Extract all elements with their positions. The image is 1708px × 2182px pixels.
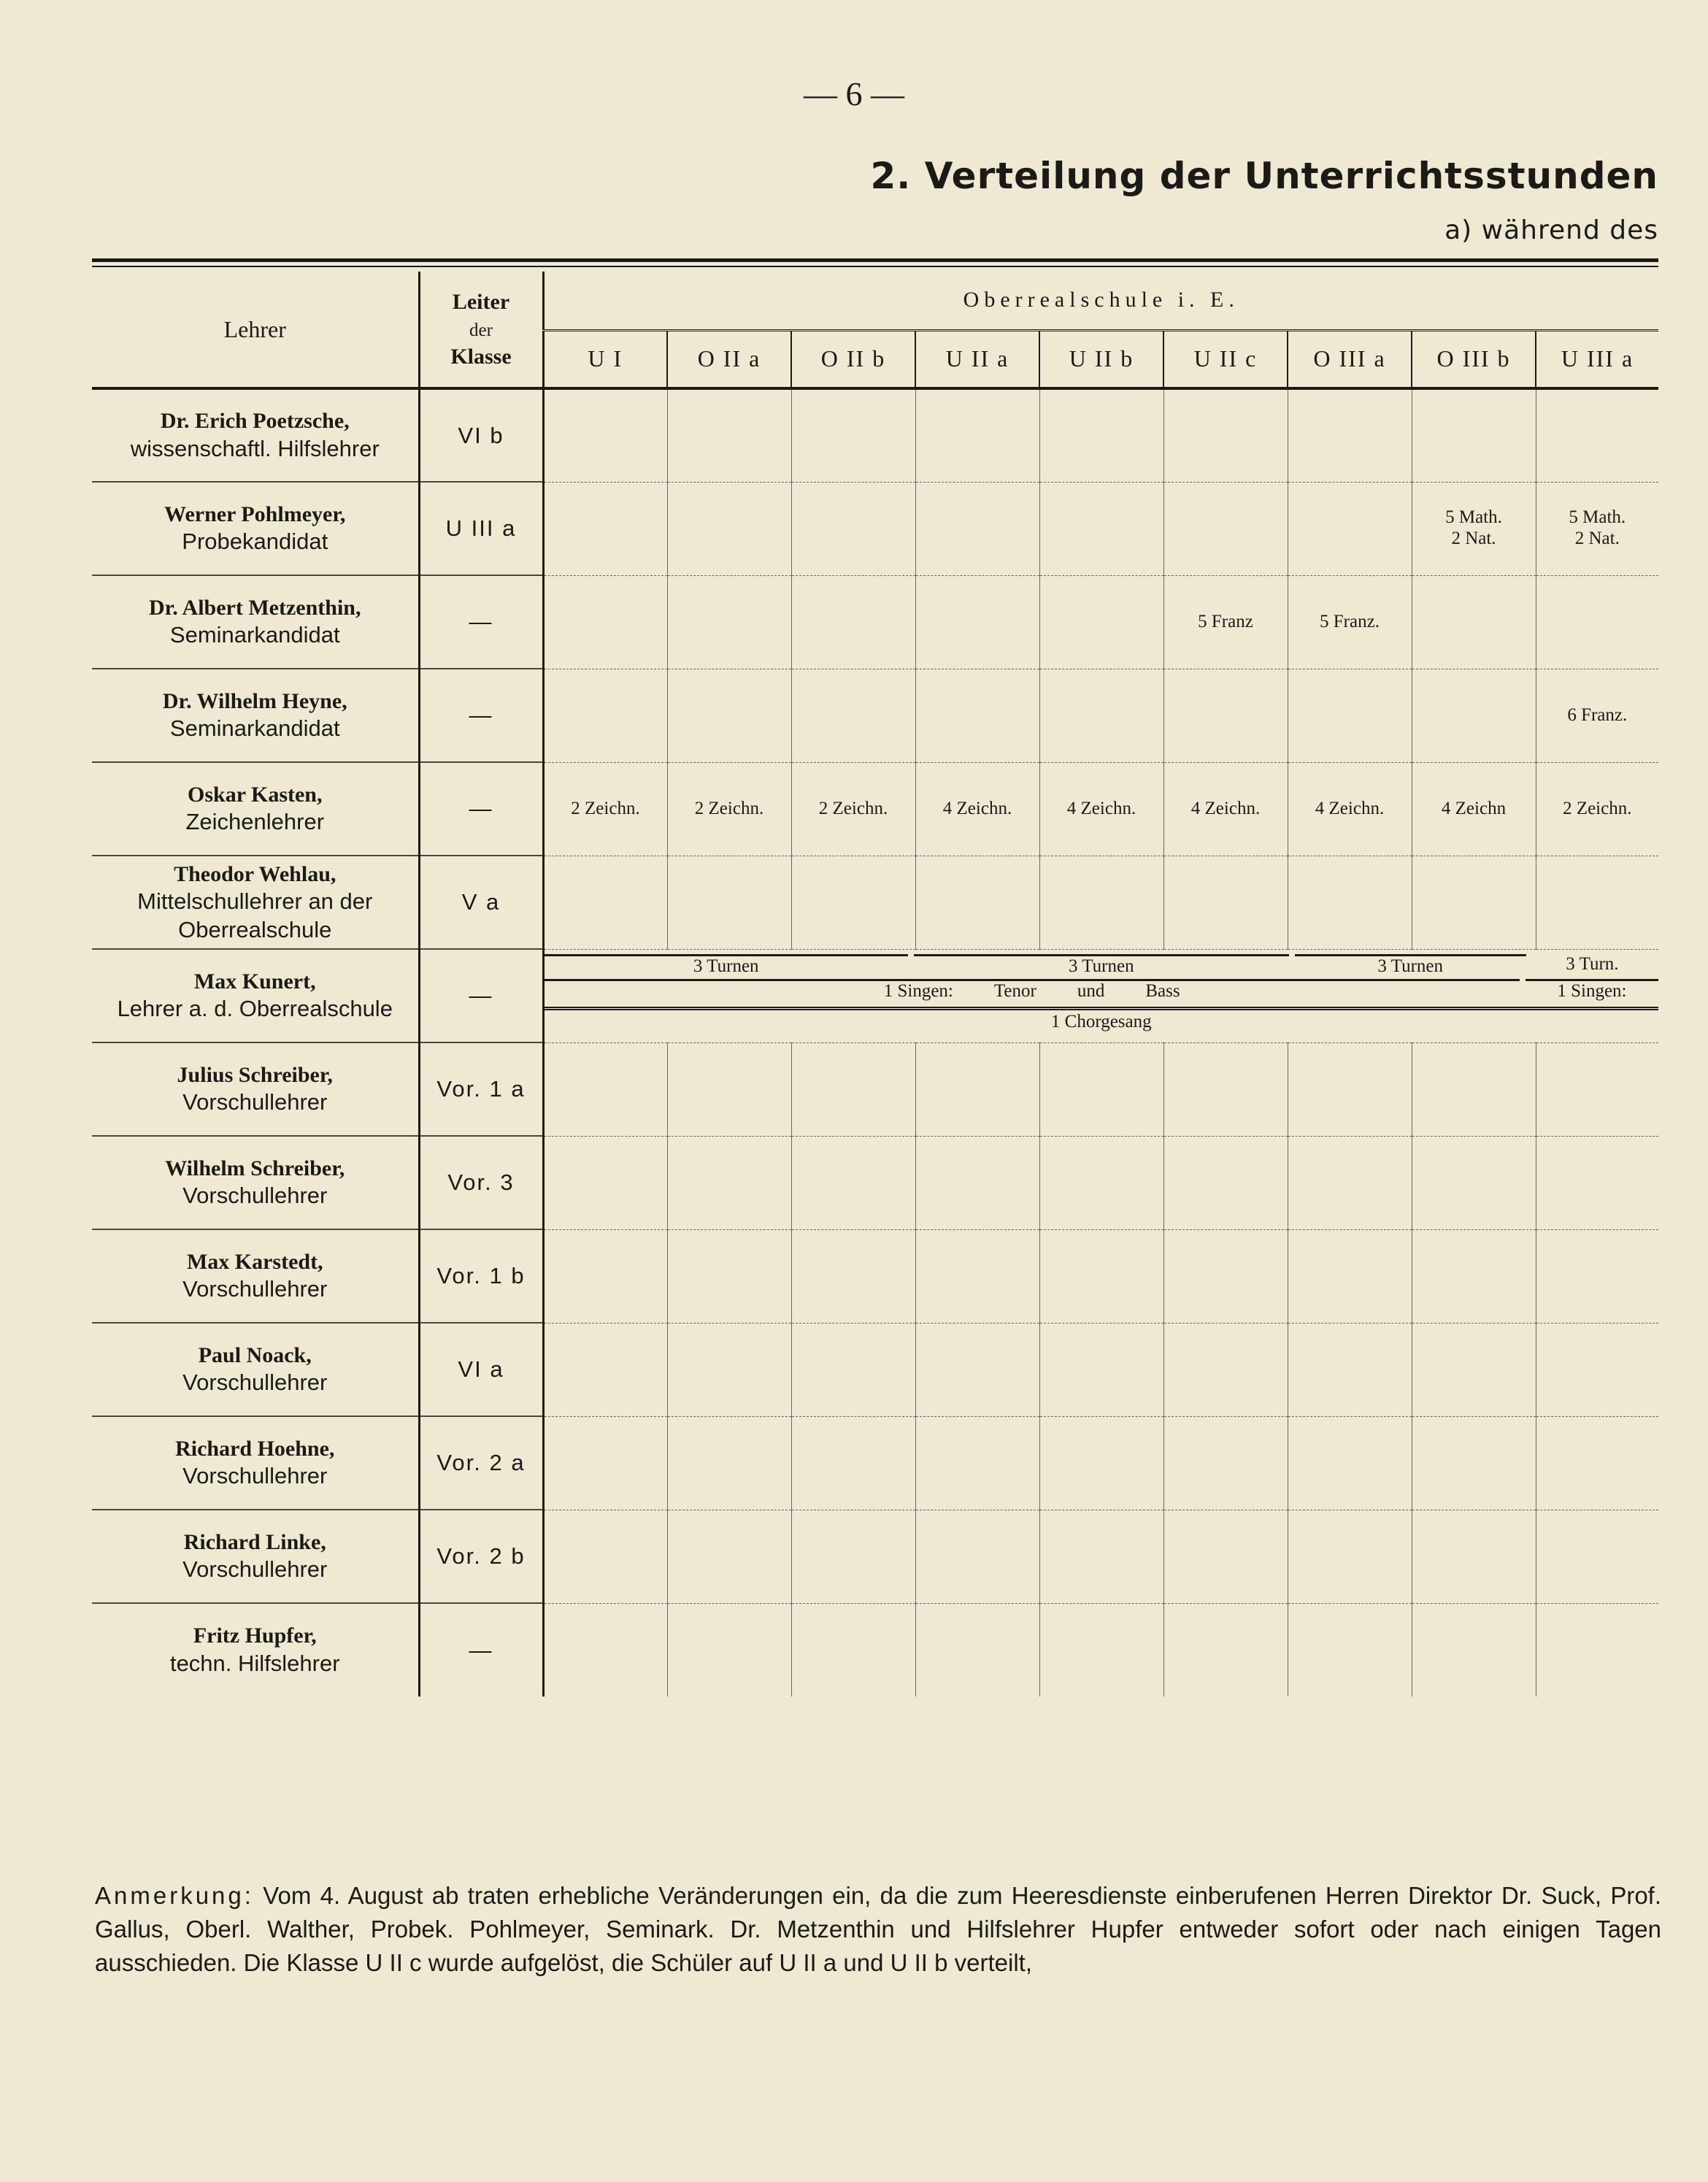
lesson-cell: [543, 575, 667, 669]
lesson-cell: 2 Zeichn.: [543, 762, 667, 856]
teacher-name: Richard Linke,: [183, 1529, 326, 1554]
table-row: [92, 856, 1658, 949]
lesson-cell: [543, 1136, 667, 1229]
class-leader: Vor. 3: [419, 1136, 543, 1229]
teacher-name: Julius Schreiber,: [177, 1062, 333, 1087]
lesson-cell: [1412, 575, 1536, 669]
lesson-cell: [791, 1136, 915, 1229]
singen-right: 1 Singen:: [1526, 979, 1658, 1007]
table-row: [92, 949, 1658, 1042]
lesson-cell: [1288, 1323, 1412, 1416]
lesson-cell: [1163, 388, 1288, 482]
lesson-cell: [1536, 1323, 1658, 1416]
teacher-name: Max Karstedt,: [186, 1249, 323, 1274]
lesson-cell: [1163, 482, 1288, 575]
singen-and: und: [1077, 980, 1105, 1001]
lesson-cell: [667, 1042, 791, 1136]
lesson-cell: [1039, 1042, 1163, 1136]
teacher-name: Richard Hoehne,: [175, 1436, 335, 1461]
lesson-cell: [915, 1603, 1039, 1697]
lesson-cell: [791, 388, 915, 482]
lesson-cell: [667, 1136, 791, 1229]
lesson-cell: [915, 1323, 1039, 1416]
lesson-cell: 5 Math. 2 Nat.: [1412, 482, 1536, 575]
header-class: O II a: [667, 330, 791, 388]
lesson-cell: [543, 388, 667, 482]
table-row: [92, 388, 1658, 482]
header-class: U II b: [1039, 330, 1163, 388]
class-leader: VI b: [419, 388, 543, 482]
header-class: O III b: [1412, 330, 1536, 388]
teacher-cell: [92, 1603, 419, 1697]
lesson-cell: [1536, 575, 1658, 669]
lesson-cell: [791, 1510, 915, 1603]
teacher-cell: [92, 1416, 419, 1510]
lesson-cell: [1039, 1229, 1163, 1323]
lesson-cell: [1039, 1416, 1163, 1510]
lesson-cell: [543, 1042, 667, 1136]
lesson-cell: [1288, 1042, 1412, 1136]
lesson-cell: [1163, 1603, 1288, 1697]
teacher-name: Wilhelm Schreiber,: [165, 1156, 345, 1180]
class-leader: Vor. 2 a: [419, 1416, 543, 1510]
section-title: 2. Verteilung der Unterrichtsstunden: [870, 155, 1658, 197]
header-class: O III a: [1288, 330, 1412, 388]
lesson-cell: 4 Zeichn.: [1039, 762, 1163, 856]
header-class: U III a: [1536, 330, 1658, 388]
remark-label: Anmerkung:: [95, 1882, 254, 1909]
teacher-cell: [92, 482, 419, 575]
lesson-cell: 5 Franz.: [1288, 575, 1412, 669]
header-school: Oberrealschule i. E.: [543, 272, 1658, 330]
lesson-cell: [1163, 856, 1288, 949]
lesson-cell: [1536, 388, 1658, 482]
teacher-cell: [92, 575, 419, 669]
class-leader: Vor. 1 b: [419, 1229, 543, 1323]
lesson-cell: [1163, 1323, 1288, 1416]
lesson-cell: [1163, 1229, 1288, 1323]
lesson-cell: [1163, 669, 1288, 762]
teacher-cell: [92, 1229, 419, 1323]
top-rule-thin: [92, 266, 1658, 267]
lesson-cell: [1288, 482, 1412, 575]
lesson-cell: [1412, 1042, 1536, 1136]
lesson-cell: [1412, 1603, 1536, 1697]
lesson-cell: [791, 1323, 915, 1416]
lesson-cell: [1288, 1416, 1412, 1510]
lesson-cell: [1288, 1136, 1412, 1229]
teacher-role: techn. Hilfslehrer: [169, 1650, 340, 1676]
lesson-cell: [543, 1603, 667, 1697]
singen: [545, 979, 1520, 1007]
teacher-cell: [92, 1510, 419, 1603]
lesson-cell: [915, 482, 1039, 575]
lesson-cell: [1536, 1042, 1658, 1136]
teacher-cell: [92, 949, 419, 1042]
singen-label: 1 Singen:: [883, 980, 953, 1001]
lesson-cell: 2 Zeichn.: [791, 762, 915, 856]
teacher-cell: [92, 1136, 419, 1229]
teacher-name: Oskar Kasten,: [188, 782, 323, 807]
teacher-name: Theodor Wehlau,: [174, 861, 336, 886]
lesson-cell: [1039, 575, 1163, 669]
lesson-cell: [1536, 1416, 1658, 1510]
lesson-cell: [791, 1603, 915, 1697]
lesson-cell: [667, 575, 791, 669]
lesson-cell: 4 Zeichn.: [1288, 762, 1412, 856]
teacher-cell: [92, 1042, 419, 1136]
lesson-cell: [791, 1229, 915, 1323]
teacher-cell: [92, 856, 419, 949]
lesson-cell: [543, 669, 667, 762]
turnen-3: 3 Turnen: [1295, 954, 1526, 979]
lesson-cell: [543, 1510, 667, 1603]
teacher-name: Dr. Erich Poetzsche,: [160, 409, 350, 434]
header-leiter-1: Leiter: [452, 289, 510, 314]
lesson-cell: [1288, 1510, 1412, 1603]
header-class: O II b: [791, 330, 915, 388]
lesson-cell: [543, 1323, 667, 1416]
lesson-cell: [1412, 1229, 1536, 1323]
teacher-role: Vorschullehrer: [182, 1369, 328, 1396]
class-leader: —: [419, 949, 543, 1042]
lesson-cell: [1412, 1510, 1536, 1603]
remark-text: Vom 4. August ab traten erhebliche Veränderungen ein, da die zum Heeresdienste einberufenen Herren Direktor Dr. Suck, Prof. Gallus, Oberl. Walther, Probek. Pohlmeyer, Seminark. Dr. Metzenthin und Hilfslehrer Hupfer entweder sofort oder nach einigen Tagen ausschieden. Die Klasse U II c wurde aufgelöst, die Schüler auf U II a und U II b verteilt,: [95, 1882, 1662, 1976]
lesson-cell: [791, 1416, 915, 1510]
lesson-cell: [1536, 856, 1658, 949]
header-teacher: Lehrer: [92, 272, 419, 388]
lesson-cell: [791, 856, 915, 949]
section-subtitle: a) während des: [1445, 215, 1658, 245]
teacher-name: Dr. Albert Metzenthin,: [148, 595, 361, 620]
remark: [95, 1879, 1661, 1980]
lesson-cell: [915, 669, 1039, 762]
teacher-role: Vorschullehrer: [182, 1463, 328, 1489]
lesson-cell: 5 Math. 2 Nat.: [1536, 482, 1658, 575]
lesson-cell: [1412, 1323, 1536, 1416]
page-number: — 6 —: [804, 75, 904, 112]
table-row: [92, 1603, 1658, 1697]
lesson-cell: [543, 1416, 667, 1510]
lesson-cell: [1039, 388, 1163, 482]
lesson-cell: [915, 1229, 1039, 1323]
teacher-role: Seminarkandidat: [169, 622, 340, 648]
teacher-cell: [92, 669, 419, 762]
teacher-name: Fritz Hupfer,: [193, 1624, 317, 1648]
lesson-cell: [1039, 1323, 1163, 1416]
table-row: [92, 1042, 1658, 1136]
header-leiter-2: der: [469, 320, 493, 341]
lesson-cell: [667, 482, 791, 575]
lesson-cell: [1039, 1603, 1163, 1697]
lesson-cell: [667, 1323, 791, 1416]
lesson-cell: [915, 1136, 1039, 1229]
lesson-cell: [915, 1042, 1039, 1136]
lesson-cell: [667, 669, 791, 762]
teacher-cell: [92, 1323, 419, 1416]
lesson-cell: [543, 856, 667, 949]
lesson-cell: [791, 1042, 915, 1136]
lesson-cell: [1536, 1136, 1658, 1229]
lesson-cell: [1039, 1136, 1163, 1229]
class-leader: V a: [419, 856, 543, 949]
singen-voice-1: Tenor: [993, 980, 1036, 1001]
teacher-role: Zeichenlehrer: [185, 809, 325, 835]
singen-voice-2: Bass: [1145, 980, 1180, 1001]
table-row: [92, 575, 1658, 669]
table-row: [92, 1416, 1658, 1510]
teacher-cell: [92, 762, 419, 856]
teacher-role: Vorschullehrer: [182, 1089, 328, 1115]
lesson-cell: [1039, 1510, 1163, 1603]
class-leader: VI a: [419, 1323, 543, 1416]
lesson-cell: [1163, 1510, 1288, 1603]
teacher-name: Dr. Wilhelm Heyne,: [162, 688, 347, 713]
teacher-role: Mittelschullehrer an der Oberrealschule: [137, 888, 373, 942]
lesson-cell: [1163, 1416, 1288, 1510]
lesson-cell: [1288, 669, 1412, 762]
lesson-cell: [1288, 1229, 1412, 1323]
lesson-cell: 2 Zeichn.: [1536, 762, 1658, 856]
class-leader: —: [419, 575, 543, 669]
lesson-cell: [1412, 1136, 1536, 1229]
table-row: [92, 1229, 1658, 1323]
lesson-cell: [915, 575, 1039, 669]
table-row: [92, 482, 1658, 575]
lesson-cell: [1039, 856, 1163, 949]
teacher-name: Werner Pohlmeyer,: [164, 502, 346, 526]
lesson-cell: [667, 388, 791, 482]
lesson-cell: [667, 856, 791, 949]
teacher-cell: [92, 388, 419, 482]
shared-lessons: [543, 949, 1658, 1042]
table-row: [92, 669, 1658, 762]
class-leader: —: [419, 1603, 543, 1697]
lesson-cell: 5 Franz: [1163, 575, 1288, 669]
lesson-cell: 4 Zeichn.: [915, 762, 1039, 856]
table-row: [92, 1136, 1658, 1229]
lesson-cell: [915, 388, 1039, 482]
table-row: [92, 762, 1658, 856]
lesson-cell: 6 Franz.: [1536, 669, 1658, 762]
lesson-cell: 4 Zeichn: [1412, 762, 1536, 856]
lesson-cell: [915, 1416, 1039, 1510]
lesson-cell: [1536, 1510, 1658, 1603]
turnen-4: 3 Turn.: [1566, 953, 1619, 974]
lesson-cell: [915, 856, 1039, 949]
top-rule: [92, 258, 1658, 262]
teacher-role: Vorschullehrer: [182, 1556, 328, 1583]
header-leiter-3: Klasse: [450, 344, 512, 369]
lesson-cell: [1536, 1229, 1658, 1323]
lesson-cell: [1536, 1603, 1658, 1697]
lesson-cell: [1288, 388, 1412, 482]
teacher-role: Vorschullehrer: [182, 1183, 328, 1209]
teacher-role: Vorschullehrer: [182, 1276, 328, 1302]
lesson-cell: [1163, 1136, 1288, 1229]
chorgesang: 1 Chorgesang: [545, 1007, 1659, 1038]
turnen-2: 3 Turnen: [914, 954, 1289, 979]
lesson-cell: [1288, 856, 1412, 949]
teaching-hours-table: [92, 272, 1658, 1697]
lesson-cell: [543, 1229, 667, 1323]
lesson-cell: [1039, 482, 1163, 575]
lesson-cell: [1412, 1416, 1536, 1510]
table-row: [92, 1510, 1658, 1603]
class-leader: Vor. 1 a: [419, 1042, 543, 1136]
lesson-cell: [667, 1603, 791, 1697]
lesson-cell: [1039, 669, 1163, 762]
lesson-cell: [791, 482, 915, 575]
class-leader: —: [419, 669, 543, 762]
lesson-cell: [1163, 1042, 1288, 1136]
lesson-cell: [915, 1510, 1039, 1603]
teacher-role: Seminarkandidat: [169, 715, 340, 742]
table-row: [92, 1323, 1658, 1416]
teacher-name: Paul Noack,: [198, 1342, 312, 1367]
lesson-cell: [1412, 669, 1536, 762]
header-class: U I: [543, 330, 667, 388]
header-class: U II a: [915, 330, 1039, 388]
header-leiter: [419, 272, 543, 388]
lesson-cell: [1288, 1603, 1412, 1697]
class-leader: U III a: [419, 482, 543, 575]
teacher-role: wissenschaftl. Hilfslehrer: [130, 435, 380, 461]
lesson-cell: [1412, 388, 1536, 482]
lesson-cell: [667, 1510, 791, 1603]
header-class: U II c: [1163, 330, 1288, 388]
lesson-cell: [791, 575, 915, 669]
teacher-role: Lehrer a. d. Oberrealschule: [117, 996, 393, 1022]
turnen-1: 3 Turnen: [545, 954, 908, 979]
teacher-role: Probekandidat: [182, 529, 328, 555]
lesson-cell: [791, 669, 915, 762]
class-leader: Vor. 2 b: [419, 1510, 543, 1603]
lesson-cell: 4 Zeichn.: [1163, 762, 1288, 856]
class-leader: —: [419, 762, 543, 856]
lesson-cell: [667, 1416, 791, 1510]
teacher-name: Max Kunert,: [193, 969, 316, 994]
lesson-cell: [667, 1229, 791, 1323]
lesson-cell: 2 Zeichn.: [667, 762, 791, 856]
lesson-cell: [543, 482, 667, 575]
lesson-cell: [1412, 856, 1536, 949]
